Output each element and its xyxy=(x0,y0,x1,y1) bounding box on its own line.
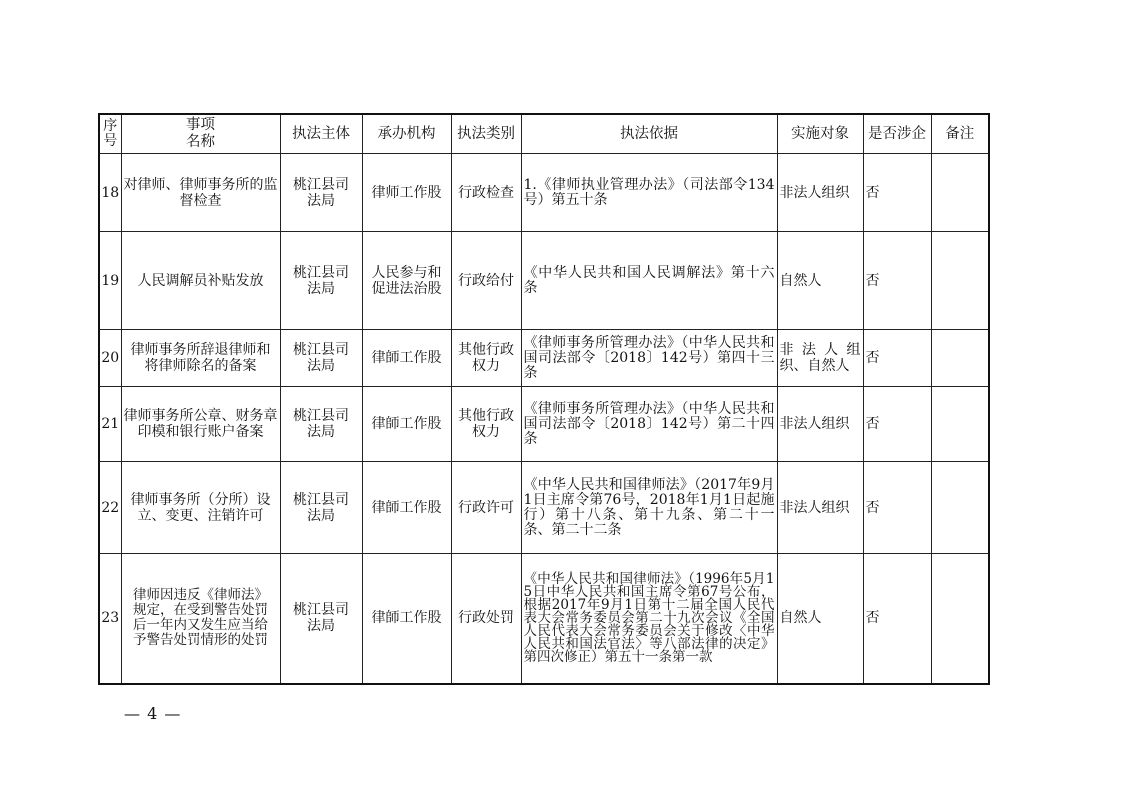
cell-item-name: 对律师、律师事务所的监督检查 xyxy=(121,154,280,232)
cell-enterprise: 否 xyxy=(863,232,931,330)
cell-agency: 律师工作股 xyxy=(362,154,451,232)
table-row xyxy=(99,554,989,684)
table-row xyxy=(99,154,989,232)
cell-subject: 桃江县司法局 xyxy=(280,154,362,232)
cell-remark xyxy=(931,154,989,232)
cell-target: 自然人 xyxy=(777,232,863,330)
cell-target: 非法人组织 xyxy=(777,462,863,554)
cell-remark xyxy=(931,387,989,462)
cell-category: 行政给付 xyxy=(451,232,521,330)
cell-agency: 律師工作股 xyxy=(362,330,451,387)
cell-seq: 20 xyxy=(99,330,121,387)
cell-enterprise: 否 xyxy=(863,462,931,554)
cell-basis: 《律师事务所管理办法》（中华人民共和国司法部令〔2018〕142号）第二十四条 xyxy=(521,387,777,462)
cell-remark xyxy=(931,232,989,330)
header-target: 实施对象 xyxy=(777,114,863,154)
cell-item-name: 律师事务所公章、财务章印模和银行账户备案 xyxy=(121,387,280,462)
cell-item-name: 人民调解员补贴发放 xyxy=(121,232,280,330)
header-item-name: 事项 名称 xyxy=(121,114,280,154)
cell-item-name: 律师因违反《律师法》规定，在受到警告处罚后一年内又发生应当给予警告处罚情形的处罚 xyxy=(121,554,280,684)
cell-agency: 律師工作股 xyxy=(362,462,451,554)
cell-category: 其他行政权力 xyxy=(451,387,521,462)
cell-agency: 人民参与和促进法治股 xyxy=(362,232,451,330)
cell-seq: 18 xyxy=(99,154,121,232)
cell-remark xyxy=(931,554,989,684)
cell-remark xyxy=(931,330,989,387)
cell-subject: 桃江县司法局 xyxy=(280,232,362,330)
table-row xyxy=(99,330,989,387)
cell-basis: 《中华人民共和国人民调解法》第十六条 xyxy=(521,232,777,330)
table-header-row xyxy=(99,114,989,154)
cell-target: 非法人组织 xyxy=(777,387,863,462)
cell-enterprise: 否 xyxy=(863,330,931,387)
cell-enterprise: 否 xyxy=(863,554,931,684)
header-enterprise: 是否涉企 xyxy=(863,114,931,154)
cell-item-name: 律师事务所（分所）设立、变更、注销许可 xyxy=(121,462,280,554)
cell-agency: 律師工作股 xyxy=(362,554,451,684)
table-row xyxy=(99,232,989,330)
cell-target: 非法人组织 xyxy=(777,154,863,232)
header-remark: 备注 xyxy=(931,114,989,154)
cell-basis: 《中华人民共和国律师法》（1996年5月15日中华人民共和国主席令第67号公布，根据2017年9月1日第十二届全国人民代表大会常务委员会第二十九次会议《全国人民代表大会常务委员会关于修改〈中华人民共和国法官法〉等八部法律的决定》第四次修正）第五十一条第一款 xyxy=(521,554,777,684)
cell-item-name: 律师事务所辞退律师和将律师除名的备案 xyxy=(121,330,280,387)
cell-subject: 桃江县司法局 xyxy=(280,554,362,684)
cell-category: 行政处罚 xyxy=(451,554,521,684)
page-number: — 4 — xyxy=(124,704,182,723)
cell-subject: 桃江县司法局 xyxy=(280,330,362,387)
cell-category: 其他行政权力 xyxy=(451,330,521,387)
cell-seq: 22 xyxy=(99,462,121,554)
cell-basis: 1.《律师执业管理办法》（司法部令134号）第五十条 xyxy=(521,154,777,232)
header-seq: 序号 xyxy=(99,114,121,154)
cell-basis: 《中华人民共和国律师法》（2017年9月1日主席令第76号，2018年1月1日起施行）第十八条、第十九条、第二十一条、第二十二条 xyxy=(521,462,777,554)
cell-seq: 21 xyxy=(99,387,121,462)
cell-subject: 桃江县司法局 xyxy=(280,387,362,462)
cell-subject: 桃江县司法局 xyxy=(280,462,362,554)
cell-seq: 19 xyxy=(99,232,121,330)
cell-target: 非法人组织、自然人 xyxy=(777,330,863,387)
cell-category: 行政检查 xyxy=(451,154,521,232)
cell-enterprise: 否 xyxy=(863,387,931,462)
header-subject: 执法主体 xyxy=(280,114,362,154)
header-agency: 承办机构 xyxy=(362,114,451,154)
cell-seq: 23 xyxy=(99,554,121,684)
cell-agency: 律師工作股 xyxy=(362,387,451,462)
header-category: 执法类别 xyxy=(451,114,521,154)
cell-enterprise: 否 xyxy=(863,154,931,232)
cell-basis: 《律师事务所管理办法》（中华人民共和国司法部令〔2018〕142号）第四十三条 xyxy=(521,330,777,387)
cell-category: 行政许可 xyxy=(451,462,521,554)
header-basis: 执法依据 xyxy=(521,114,777,154)
cell-remark xyxy=(931,462,989,554)
table-row xyxy=(99,462,989,554)
table-row xyxy=(99,387,989,462)
cell-target: 自然人 xyxy=(777,554,863,684)
enforcement-items-table xyxy=(98,113,990,685)
